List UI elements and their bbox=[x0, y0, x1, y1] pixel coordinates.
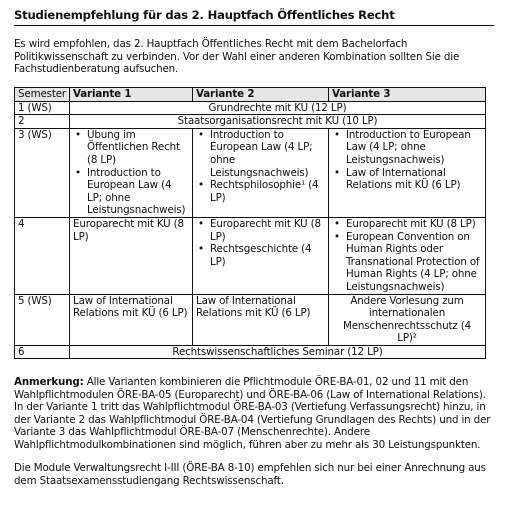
semester-cell: 1 (WS) bbox=[15, 101, 70, 115]
note-label: Anmerkung: bbox=[14, 376, 84, 388]
header-variante-2: Variante 2 bbox=[193, 88, 329, 102]
shared-module-cell: Staatsorganisationsrecht mit KÜ (10 LP) bbox=[70, 115, 486, 129]
semester-cell: 3 (WS) bbox=[15, 128, 70, 217]
table-row bbox=[15, 345, 486, 359]
header-variante-1: Variante 1 bbox=[70, 88, 193, 102]
variante-2-cell bbox=[193, 128, 329, 217]
table-row bbox=[15, 115, 486, 129]
note-paragraph bbox=[14, 376, 494, 452]
variante-1-cell: Europarecht mit KÜ (8 LP) bbox=[70, 217, 193, 294]
semester-cell: 5 (WS) bbox=[15, 294, 70, 345]
header-variante-3: Variante 3 bbox=[329, 88, 486, 102]
final-paragraph: Die Module Verwaltungsrecht I-III (ÖRE-BA 8-10) empfehlen sich nur bei einer Anrechnung aus dem Staatsexamensstudiengang Rechtswissenschaft. bbox=[14, 462, 486, 487]
table-row bbox=[15, 294, 486, 345]
list-item: • Introduction to European Law (4 LP; ohne Leistungsnachweis) bbox=[87, 167, 189, 217]
table-row bbox=[15, 128, 486, 217]
table-header-row bbox=[15, 88, 486, 102]
list-item: • Rechtsgeschichte (4 LP) bbox=[210, 243, 325, 268]
list-item: • Introduction to European Law (4 LP; ohne Leistungsnachweis) bbox=[346, 129, 482, 167]
variante-1-cell: Law of International Relations mit KÜ (6 LP) bbox=[70, 294, 193, 345]
list-item: • Europarecht mit KÜ (8 LP) bbox=[210, 218, 325, 243]
list-item: • European Convention on Human Rights oder Transnational Protection of Human Rights (4 LP; ohne Leistungsnachweis) bbox=[346, 231, 482, 294]
title-underline bbox=[14, 25, 494, 26]
list-item: • Law of International Relations mit KÜ (6 LP) bbox=[346, 167, 482, 192]
page-title: Studienempfehlung für das 2. Hauptfach Öffentliches Recht bbox=[14, 8, 395, 22]
variante-3-cell bbox=[329, 217, 486, 294]
variante-1-cell bbox=[70, 128, 193, 217]
variante-3-cell bbox=[329, 128, 486, 217]
variante-2-cell bbox=[193, 217, 329, 294]
semester-cell: 4 bbox=[15, 217, 70, 294]
list-item: • Rechtsphilosophie¹ (4 LP) bbox=[210, 179, 325, 204]
intro-paragraph: Es wird empfohlen, das 2. Hauptfach Öffentliches Recht mit dem Bachelorfach Politikwissenschaft zu verbinden. Vor der Wahl einer anderen Kombination sollten Sie die Fachstudienberatung aufsuchen. bbox=[14, 38, 460, 76]
table-row bbox=[15, 217, 486, 294]
variante-2-cell: Law of International Relations mit KÜ (6 LP) bbox=[193, 294, 329, 345]
note-text: Alle Varianten kombinieren die Pflichtmodule ÖRE-BA-01, 02 und 11 mit den Wahlpflichtmodulen ÖRE-BA-05 (Europarecht) und ÖRE-BA-06 (Law of International Relations). In der Variante 1 tritt das Wahlpflichtmodul ÖRE-BA-03 (Vertiefung Verfassungsrecht) hinzu, in der Variante 2 das Wahlpflichtmodul ÖRE-BA-04 (Vertiefung Grundlagen des Rechts) und in der Variante 3 das Wahlpflichtmodul ÖRE-BA-07 (Menschenrechte). Andere Wahlpflichtmodulkombinationen sind möglich, führen aber zu mehr als 30 Leistungspunkten. bbox=[14, 376, 491, 451]
list-item: • Übung im Öffentlichen Recht (8 LP) bbox=[87, 129, 189, 167]
study-plan-table bbox=[14, 87, 486, 359]
variante-3-cell: Andere Vorlesung zum internationalen Menschenrechtsschutz (4 LP)² bbox=[329, 294, 486, 345]
list-item: • Europarecht mit KÜ (8 LP) bbox=[346, 218, 482, 231]
shared-module-cell: Grundrechte mit KÜ (12 LP) bbox=[70, 101, 486, 115]
semester-cell: 2 bbox=[15, 115, 70, 129]
list-item: • Introduction to European Law (4 LP; ohne Leistungsnachweis) bbox=[210, 129, 325, 179]
shared-module-cell: Rechtswissenschaftliches Seminar (12 LP) bbox=[70, 345, 486, 359]
table-row bbox=[15, 101, 486, 115]
semester-cell: 6 bbox=[15, 345, 70, 359]
header-semester: Semester bbox=[15, 88, 70, 102]
